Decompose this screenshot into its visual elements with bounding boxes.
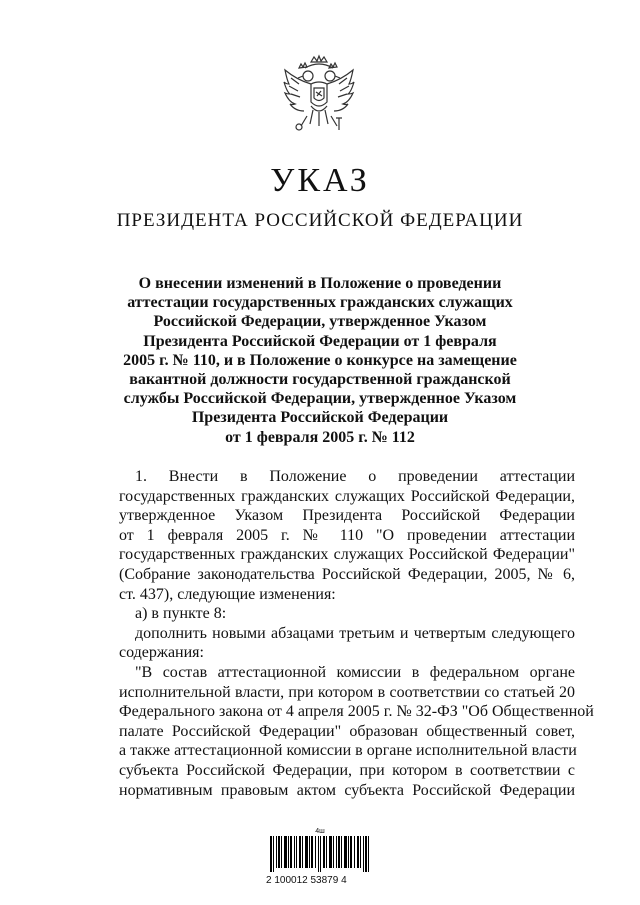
body-line: 1. Внести в Положение о проведении аттестации [135, 468, 575, 485]
heading-line: службы Российской Федерации, утвержденное Указом [123, 390, 517, 408]
barcode-number: 2 100012 53879 4 [266, 875, 347, 886]
decree-body [119, 467, 594, 800]
page-stamp: 4ш [315, 828, 325, 835]
body-line: Федерального закона от 4 апреля 2005 г. № 32-ФЗ "Об Общественной [119, 703, 594, 721]
body-line: нормативным правовым актом субъекта Российской Федерации [119, 781, 575, 799]
heading-line: Президента Российской Федерации [191, 409, 449, 427]
body-line: ст. 437), следующие изменения: [119, 585, 336, 603]
body-line: субъекта Российской Федерации, при котором в соответствии с [119, 761, 575, 779]
body-line: а) в пункте 8: [135, 605, 227, 623]
document-subtitle: ПРЕЗИДЕНТА РОССИЙСКОЙ ФЕДЕРАЦИИ [116, 210, 524, 231]
body-line: государственных гражданских служащих Российской Федерации, [119, 487, 575, 505]
heading-line: аттестации государственных гражданских служащих [127, 294, 513, 312]
body-line: палате Российской Федерации" образован общественный совет, [119, 722, 575, 740]
decree-heading [110, 274, 530, 447]
heading-line: 2005 г. № 110, и в Положение о конкурсе на замещение [123, 351, 517, 369]
body-line: государственных гражданских служащих Российской Федерации" [119, 546, 575, 564]
body-line: а также аттестационной комиссии в органе исполнительной власти [119, 742, 577, 760]
heading-line: Российской Федерации, утвержденное Указом [153, 313, 487, 331]
heading-line: от 1 февраля 2005 г. № 112 [225, 428, 415, 446]
heading-line: О внесении изменений в Положение о проведении [138, 275, 502, 292]
body-line: дополнить новыми абзацами третьим и четвертым следующего [135, 624, 575, 642]
russian-coat-of-arms-icon [281, 54, 357, 144]
document-title: УКАЗ [270, 162, 370, 199]
body-line: содержания: [119, 644, 204, 662]
body-line: утвержденное Указом Президента Российской Федерации [119, 507, 575, 525]
body-line: исполнительной власти, при котором в соответствии со статьей 20 [119, 683, 575, 701]
body-line: "В состав аттестационной комиссии в федеральном органе [135, 663, 575, 681]
barcode-icon [270, 836, 370, 872]
body-line: от 1 февраля 2005 г. № 110 "О проведении аттестации [119, 526, 575, 544]
body-line: (Собрание законодательства Российской Федерации, 2005, № 6, [119, 565, 575, 583]
heading-line: вакантной должности государственной гражданской [129, 371, 511, 389]
heading-line: Президента Российской Федерации от 1 февраля [143, 332, 497, 350]
